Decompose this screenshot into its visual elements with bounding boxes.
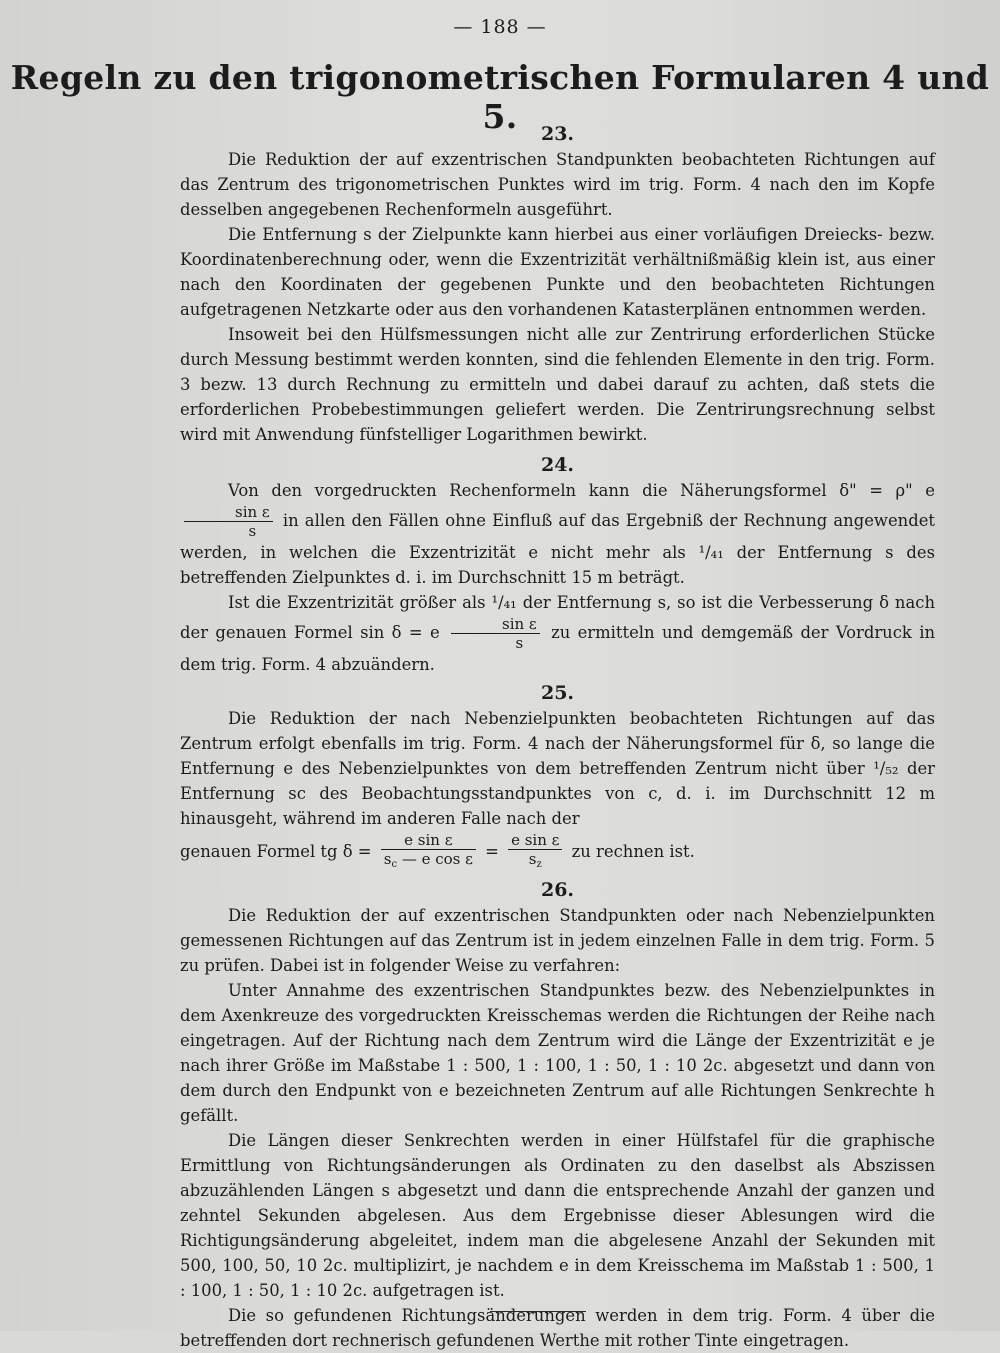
fraction-sin-eps-over-s xyxy=(451,615,540,652)
paragraph-23-3: Insoweit bei den Hülfsmessungen nicht alle zur Zentrirung erforderlichen Stücke durch Messung bestimmt werden konnten, sind die fehlenden Elemente in den trig. Form. 3 bezw. 13 durch Rechnung zu ermitteln und dabei darauf zu achten, daß stets die erforderlichen Probebestimmungen geliefert werden. Die Zentrirungsrechnung selbst wird mit Anwendung fünfstelliger Logarithmen bewirkt. xyxy=(180,325,935,444)
paragraph-24-2-text-a: Ist die Exzentrizität größer als ¹/₄₁ der Entfernung s, so ist die Verbesserung δ nach der genauen Formel sin δ = e xyxy=(180,593,935,642)
subscript-c: c xyxy=(391,859,398,870)
end-divider xyxy=(490,1311,586,1312)
fraction-numerator: e sin ε xyxy=(511,831,560,849)
paragraph-23-2: Die Entfernung s der Zielpunkte kann hierbei aus einer vorläufigen Dreiecks- bezw. Koordinatenberechnung oder, wenn die Exzentrizität verhältnißmäßig klein ist, aus einer nach den Koordinaten der gegebenen Punkte und den beobachteten Richtungen aufgetragenen Netzkarte oder aus den vorhandenen Katasterplänen entnommen werden. xyxy=(180,225,935,319)
fraction-numerator: sin ε xyxy=(235,503,270,521)
section-number-23: 23. xyxy=(540,123,575,145)
fraction-sin-eps-over-s xyxy=(184,503,273,540)
fraction-denominator: s xyxy=(451,633,540,652)
fraction-denominator xyxy=(381,849,476,874)
page-title: Regeln zu den trigonometrischen Formularen 4 und 5. xyxy=(10,58,990,136)
section-number-26: 26. xyxy=(540,879,575,901)
paragraph-26-4: Die so gefundenen Richtungsänderungen werden in dem trig. Form. 4 über die betreffenden dort rechnerisch gefundenen Werthe mit rother Tinte eingetragen. xyxy=(180,1306,935,1350)
paragraph-24-2 xyxy=(180,590,935,677)
paragraph-24-1 xyxy=(180,478,935,590)
paragraph-23-1: Die Reduktion der auf exzentrischen Standpunkten beobachteten Richtungen auf das Zentrum des trigonometrischen Punktes wird im trig. Form. 4 nach den im Kopfe desselben angegebenen Rechenformeln ausgeführt. xyxy=(180,150,935,219)
fraction-tg-delta-2 xyxy=(508,831,562,874)
paragraph-26-1: Die Reduktion der auf exzentrischen Standpunkten oder nach Nebenzielpunkten gemessenen Richtungen auf das Zentrum ist in jedem einzelnen Falle in dem trig. Form. 5 zu prüfen. Dabei ist in folgender Weise zu verfahren: xyxy=(180,906,935,975)
fraction-denominator: s xyxy=(184,521,273,540)
equals-sign: = xyxy=(485,842,499,861)
section-number-24: 24. xyxy=(540,454,575,476)
paragraph-25-1: Die Reduktion der nach Nebenzielpunkten beobachteten Richtungen auf das Zentrum erfolgt ebenfalls im trig. Form. 4 nach der Näherungsformel für δ, so lange die Entfernung e des Nebenzielpunktes von dem betreffenden Zentrum nicht über ¹/₅₂ der Entfernung sc des Beobachtungsstandpunktes von c, d. i. im Durchschnitt 12 m hinausgeht, während im anderen Falle nach der xyxy=(180,709,935,828)
section-number-25: 25. xyxy=(540,682,575,704)
fraction-tg-delta-1 xyxy=(381,831,476,874)
paragraph-25-formula xyxy=(180,831,935,874)
page-number: — 188 — xyxy=(453,16,547,38)
paragraph-24-1-text-b: in allen den Fällen ohne Einfluß auf das Ergebniß der Rechnung angewendet werden, in welchen die Exzentrizität e nicht mehr als ¹/₄₁ der Entfernung s des betreffenden Zielpunktes d. i. im Durchschnitt 15 m beträgt. xyxy=(180,511,935,587)
denominator-s: s xyxy=(383,850,392,868)
formula-trail-text: zu rechnen ist. xyxy=(571,842,695,861)
denominator-rest: — e cos ε xyxy=(397,850,473,868)
paragraph-24-1-text-a: Von den vorgedruckten Rechenformeln kann die Näherungsformel δ" = ρ" e xyxy=(228,481,935,500)
denominator-s: s xyxy=(528,850,537,868)
fraction-denominator xyxy=(508,849,562,874)
paragraph-24-2-text-b: zu ermitteln und demgemäß der Vordruck in dem trig. Form. 4 abzuändern. xyxy=(180,623,935,674)
fraction-numerator: sin ε xyxy=(502,615,537,633)
formula-lead-text: genauen Formel tg δ = xyxy=(180,842,372,861)
paragraph-26-3: Die Längen dieser Senkrechten werden in einer Hülfstafel für die graphische Ermittlung von Richtungsänderungen als Ordinaten zu den daselbst als Abszissen abzuzählenden Längen s abgesetzt und dann die entsprechende Anzahl der ganzen und zehntel Sekunden abgelesen. Aus dem Ergebnisse dieser Ablesungen wird die Richtigungsänderung abgeleitet, indem man die abgelesene Anzahl der Sekunden mit 500, 100, 50, 10 2c. multiplizirt, je nachdem e in dem Kreisschema im Maßstab 1 : 500, 1 : 100, 1 : 50, 1 : 10 2c. aufgetragen ist. xyxy=(180,1131,935,1300)
body-text xyxy=(180,120,935,1353)
subscript-z: z xyxy=(536,859,542,870)
fraction-numerator: e sin ε xyxy=(404,831,453,849)
paragraph-26-2: Unter Annahme des exzentrischen Standpunktes bezw. des Nebenzielpunktes in dem Axenkreuze des vorgedruckten Kreisschemas werden die Richtungen der Reihe nach eingetragen. Auf der Richtung nach dem Zentrum wird die Länge der Exzentrizität e je nach ihrer Größe im Maßstabe 1 : 500, 1 : 100, 1 : 50, 1 : 10 2c. abgesetzt und dann von dem durch den Endpunkt von e bezeichneten Zentrum auf alle Richtungen Senkrechte h gefällt. xyxy=(180,981,935,1125)
